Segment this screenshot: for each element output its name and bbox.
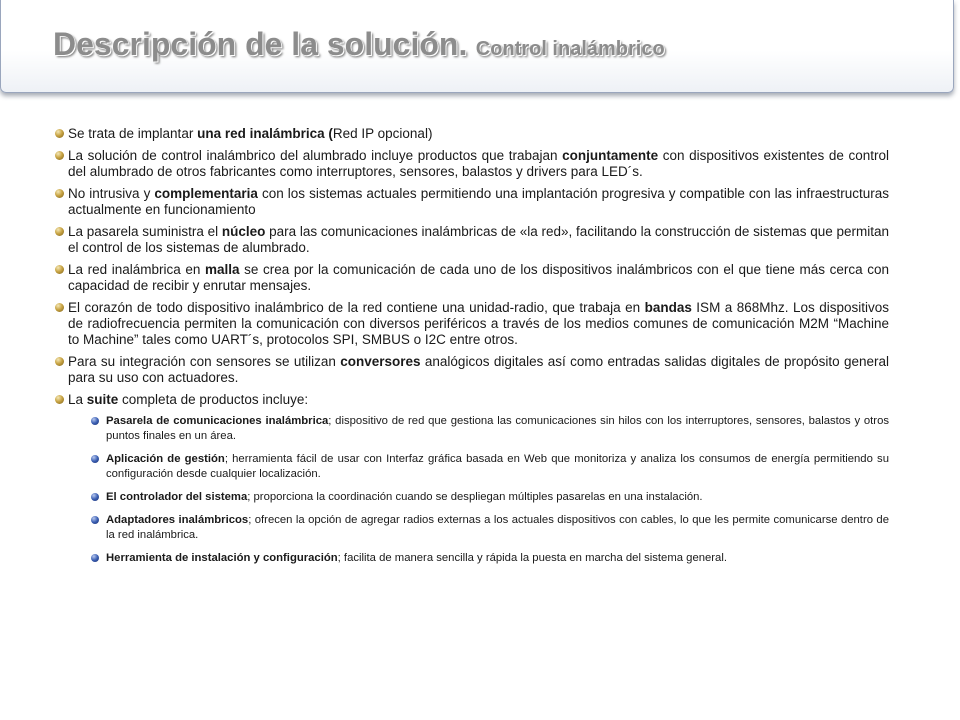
bullet-bold-text: una red inalámbrica (: [197, 126, 333, 141]
bullet-dot-icon: [55, 357, 64, 366]
bullet-text: para las comunicaciones inalámbricas de «la red», facilitando la construcción de sistemas que permitan el control de los sistemas de alumbrado.: [68, 224, 889, 255]
bullet-text: La red inalámbrica en: [68, 262, 205, 277]
bullet-text: La solución de control inalámbrico del alumbrado incluye productos que trabajan: [68, 148, 563, 163]
sub-bullet-item: [91, 551, 889, 566]
sub-bullet-item: [91, 490, 889, 505]
bullet-text: El corazón de todo dispositivo inalámbrico de la red contiene una unidad-radio, que trabaja en: [68, 300, 645, 315]
bullet-item: [55, 300, 889, 348]
bullet-text: La pasarela suministra el: [68, 224, 222, 239]
bullet-dot-icon: [55, 227, 64, 236]
bullet-bold-text: conjuntamente: [562, 148, 659, 163]
bullet-dot-icon: [55, 129, 64, 138]
bullet-item: [55, 354, 889, 386]
sub-bullet-item: [91, 452, 889, 482]
bullet-text: La: [68, 392, 87, 407]
bullet-text: analógicos digitales así como entradas salidas digitales de propósito general para su uso con actuadores.: [68, 354, 889, 385]
bullet-text: se crea por la comunicación de cada uno de los dispositivos inalámbricos con el que tiene más cerca con capacidad de recibir y enrutar mensajes.: [68, 262, 889, 293]
bullet-dot-icon: [55, 189, 64, 198]
bullet-dot-icon: [55, 265, 64, 274]
bullet-bold-text: núcleo: [221, 224, 266, 239]
bullet-dot-icon: [55, 303, 64, 312]
bullet-text: ; ofrecen la opción de agregar radios externas a los actuales dispositivos con cables, lo que les permite comunicarse dentro de la red inalámbrica.: [106, 514, 889, 541]
bullet-text: ; herramienta fácil de usar con Interfaz gráfica basada en Web que monitoriza y analiza los consumos de energía permitiendo su configuración desde cualquier localización.: [106, 453, 889, 480]
bullet-dot-icon: [55, 395, 64, 404]
bullet-bold-text: Herramienta de instalación y configuración: [106, 552, 338, 564]
title-subtitle: Control inalámbrico: [475, 38, 665, 60]
bullet-dot-icon: [55, 151, 64, 160]
sub-bullet-dot-icon: [91, 455, 99, 463]
bullet-bold-text: El controlador del sistema: [106, 491, 248, 503]
bullet-text: Red IP opcional): [332, 126, 433, 141]
bullet-text: completa de productos incluye:: [118, 392, 309, 407]
bullet-item: [55, 392, 889, 408]
bullet-item: [55, 148, 889, 180]
bullet-item: [55, 224, 889, 256]
title-main: Descripción de la solución.: [53, 26, 468, 62]
bullet-text: Para su integración con sensores se utilizan: [68, 354, 341, 369]
bullet-text: No intrusiva y: [68, 186, 155, 201]
bullet-bold-text: suite: [86, 392, 119, 407]
slide-body: [55, 126, 889, 574]
bullet-item: [55, 186, 889, 218]
bullet-bold-text: Adaptadores inalámbricos: [106, 514, 249, 526]
bullet-bold-text: complementaria: [154, 186, 258, 201]
bullet-bold-text: conversores: [340, 354, 421, 369]
sub-bullet-item: [91, 414, 889, 444]
bullet-text: Se trata de implantar: [68, 126, 198, 141]
bullet-text: con dispositivos existentes de control del alumbrado de otros fabricantes como interruptores, sensores, balastos y drivers para LED´s.: [68, 148, 889, 179]
bullet-bold-text: Aplicación de gestión: [106, 453, 225, 465]
bullet-text: ISM a 868Mhz. Los dispositivos de radiofrecuencia permiten la comunicación con diversos periféricos a través de los medios comunes de comunicación M2M “Machine to Machine” tales como UART´s, protocolos SPI, SMBUS o I2C entre otros.: [68, 300, 889, 347]
sub-bullet-dot-icon: [91, 417, 99, 425]
sub-bullet-dot-icon: [91, 554, 99, 562]
bullet-text: ; dispositivo de red que gestiona las comunicaciones sin hilos con los interruptores, sensores, balastos y otros puntos finales en un área.: [106, 415, 889, 442]
sub-bullet-list: [91, 414, 889, 566]
title-bar: [0, 0, 954, 93]
bullet-item: [55, 262, 889, 294]
sub-bullet-dot-icon: [91, 516, 99, 524]
sub-bullet-dot-icon: [91, 493, 99, 501]
bullet-item: [55, 126, 889, 142]
bullet-text: con los sistemas actuales permitiendo una implantación progresiva y compatible con las infraestructuras actualmente en funcionamiento: [68, 186, 890, 217]
bullet-bold-text: bandas: [644, 300, 692, 315]
bullet-bold-text: Pasarela de comunicaciones inalámbrica: [106, 415, 329, 427]
bullet-bold-text: malla: [204, 262, 240, 277]
page-title: [53, 26, 665, 63]
bullet-text: ; proporciona la coordinación cuando se despliegan múltiples pasarelas en una instalación.: [247, 491, 703, 503]
bullet-list: [55, 126, 889, 408]
bullet-text: ; facilita de manera sencilla y rápida la puesta en marcha del sistema general.: [337, 552, 727, 564]
sub-bullet-item: [91, 513, 889, 543]
